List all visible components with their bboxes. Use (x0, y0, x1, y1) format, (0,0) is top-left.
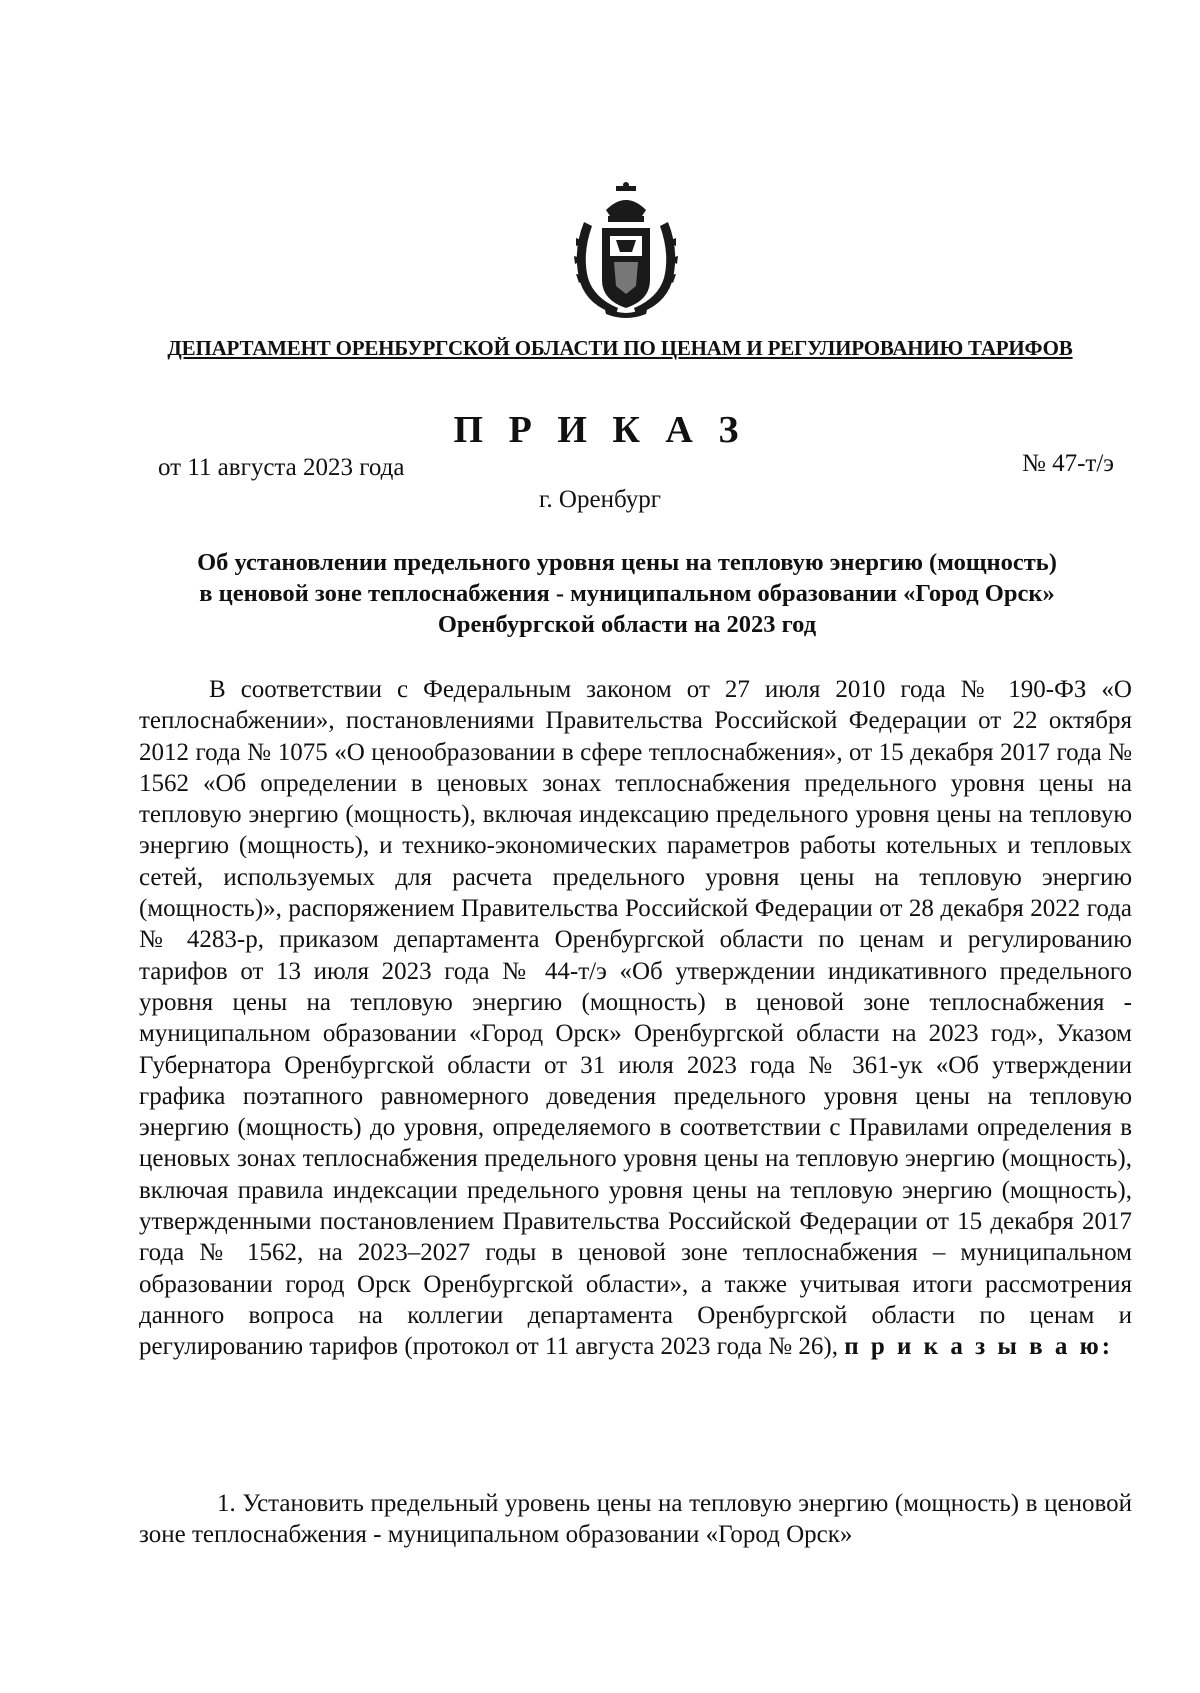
preamble-text: В соответствии с Федеральным законом от 27 июля 2010 года № 190-ФЗ «О теплоснабжении», постановлениями Правительства Российской Федерации от 22 октября 2012 года № 1075 «О ценообразовании в сфере теплоснабжения», от 15 декабря 2017 года № 1562 «Об определении в ценовых зонах теплоснабжения предельного уровня цены на тепловую энергию (мощность), включая индексацию предельного уровня цены на тепловую энергию (мощность), и технико-экономических параметров работы котельных и тепловых сетей, используемых для расчета предельного уровня цены на тепловую энергию (мощность)», распоряжением Правительства Российской Федерации от 28 декабря 2022 года № 4283-р, приказом департамента Оренбургской области по ценам и регулированию тарифов от 13 июля 2023 года № 44-т/э «Об утверждении индикативного предельного уровня цены на тепловую энергию (мощность) в ценовой зоне теплоснабжения - муниципальном образовании «Город Орск» Оренбургской области на 2023 год», Указом Губернатора Оренбургской области от 31 июля 2023 года № 361-ук «Об утверждении графика поэтапного равномерного доведения предельного уровня цены на тепловую энергию (мощность) до уровня, определяемого в соответствии с Правилами определения в ценовых зонах теплоснабжения предельного уровня цены на тепловую энергию (мощность), включая правила индексации предельного уровня цены на тепловую энергию (мощность), утвержденными постановлением Правительства Российской Федерации от 15 декабря 2017 года № 1562, на 2023–2027 годы в ценовой зоне теплоснабжения – муниципальном образовании город Орск Оренбургской области», а также учитывая итоги рассмотрения данного вопроса на коллегии департамента Оренбургской области по ценам и регулированию тарифов (протокол от 11 августа 2023 года № 26), (139, 676, 1132, 1361)
order-word: п р и к а з ы в а ю: (844, 1333, 1114, 1361)
department-name: ДЕПАРТАМЕНТ ОРЕНБУРГСКОЙ ОБЛАСТИ ПО ЦЕНАМ И РЕГУЛИРОВАНИЮ ТАРИФОВ (167, 336, 1073, 360)
order-date: от 11 августа 2023 года (158, 454, 405, 481)
document-type-heading: П Р И К А З (453, 409, 747, 451)
title-line: Об установлении предельного уровня цены на тепловую энергию (мощность) (197, 549, 1057, 576)
preamble-paragraph (139, 674, 1132, 1363)
title-line: Оренбургской области на 2023 год (437, 611, 817, 638)
coat-of-arms-icon (566, 182, 686, 322)
title-line: в ценовой зоне теплоснабжения - муниципальном образовании «Город Орск» (199, 580, 1055, 607)
order-number: № 47-т/э (1021, 450, 1114, 477)
order-city: г. Оренбург (539, 486, 661, 513)
order-item-text: 1. Установить предельный уровень цены на тепловую энергию (мощность) в ценовой зоне теплоснабжения - муниципальном образовании «Город Орск» (139, 1490, 1132, 1549)
document-title (120, 547, 1134, 640)
order-item-1 (139, 1488, 1132, 1551)
